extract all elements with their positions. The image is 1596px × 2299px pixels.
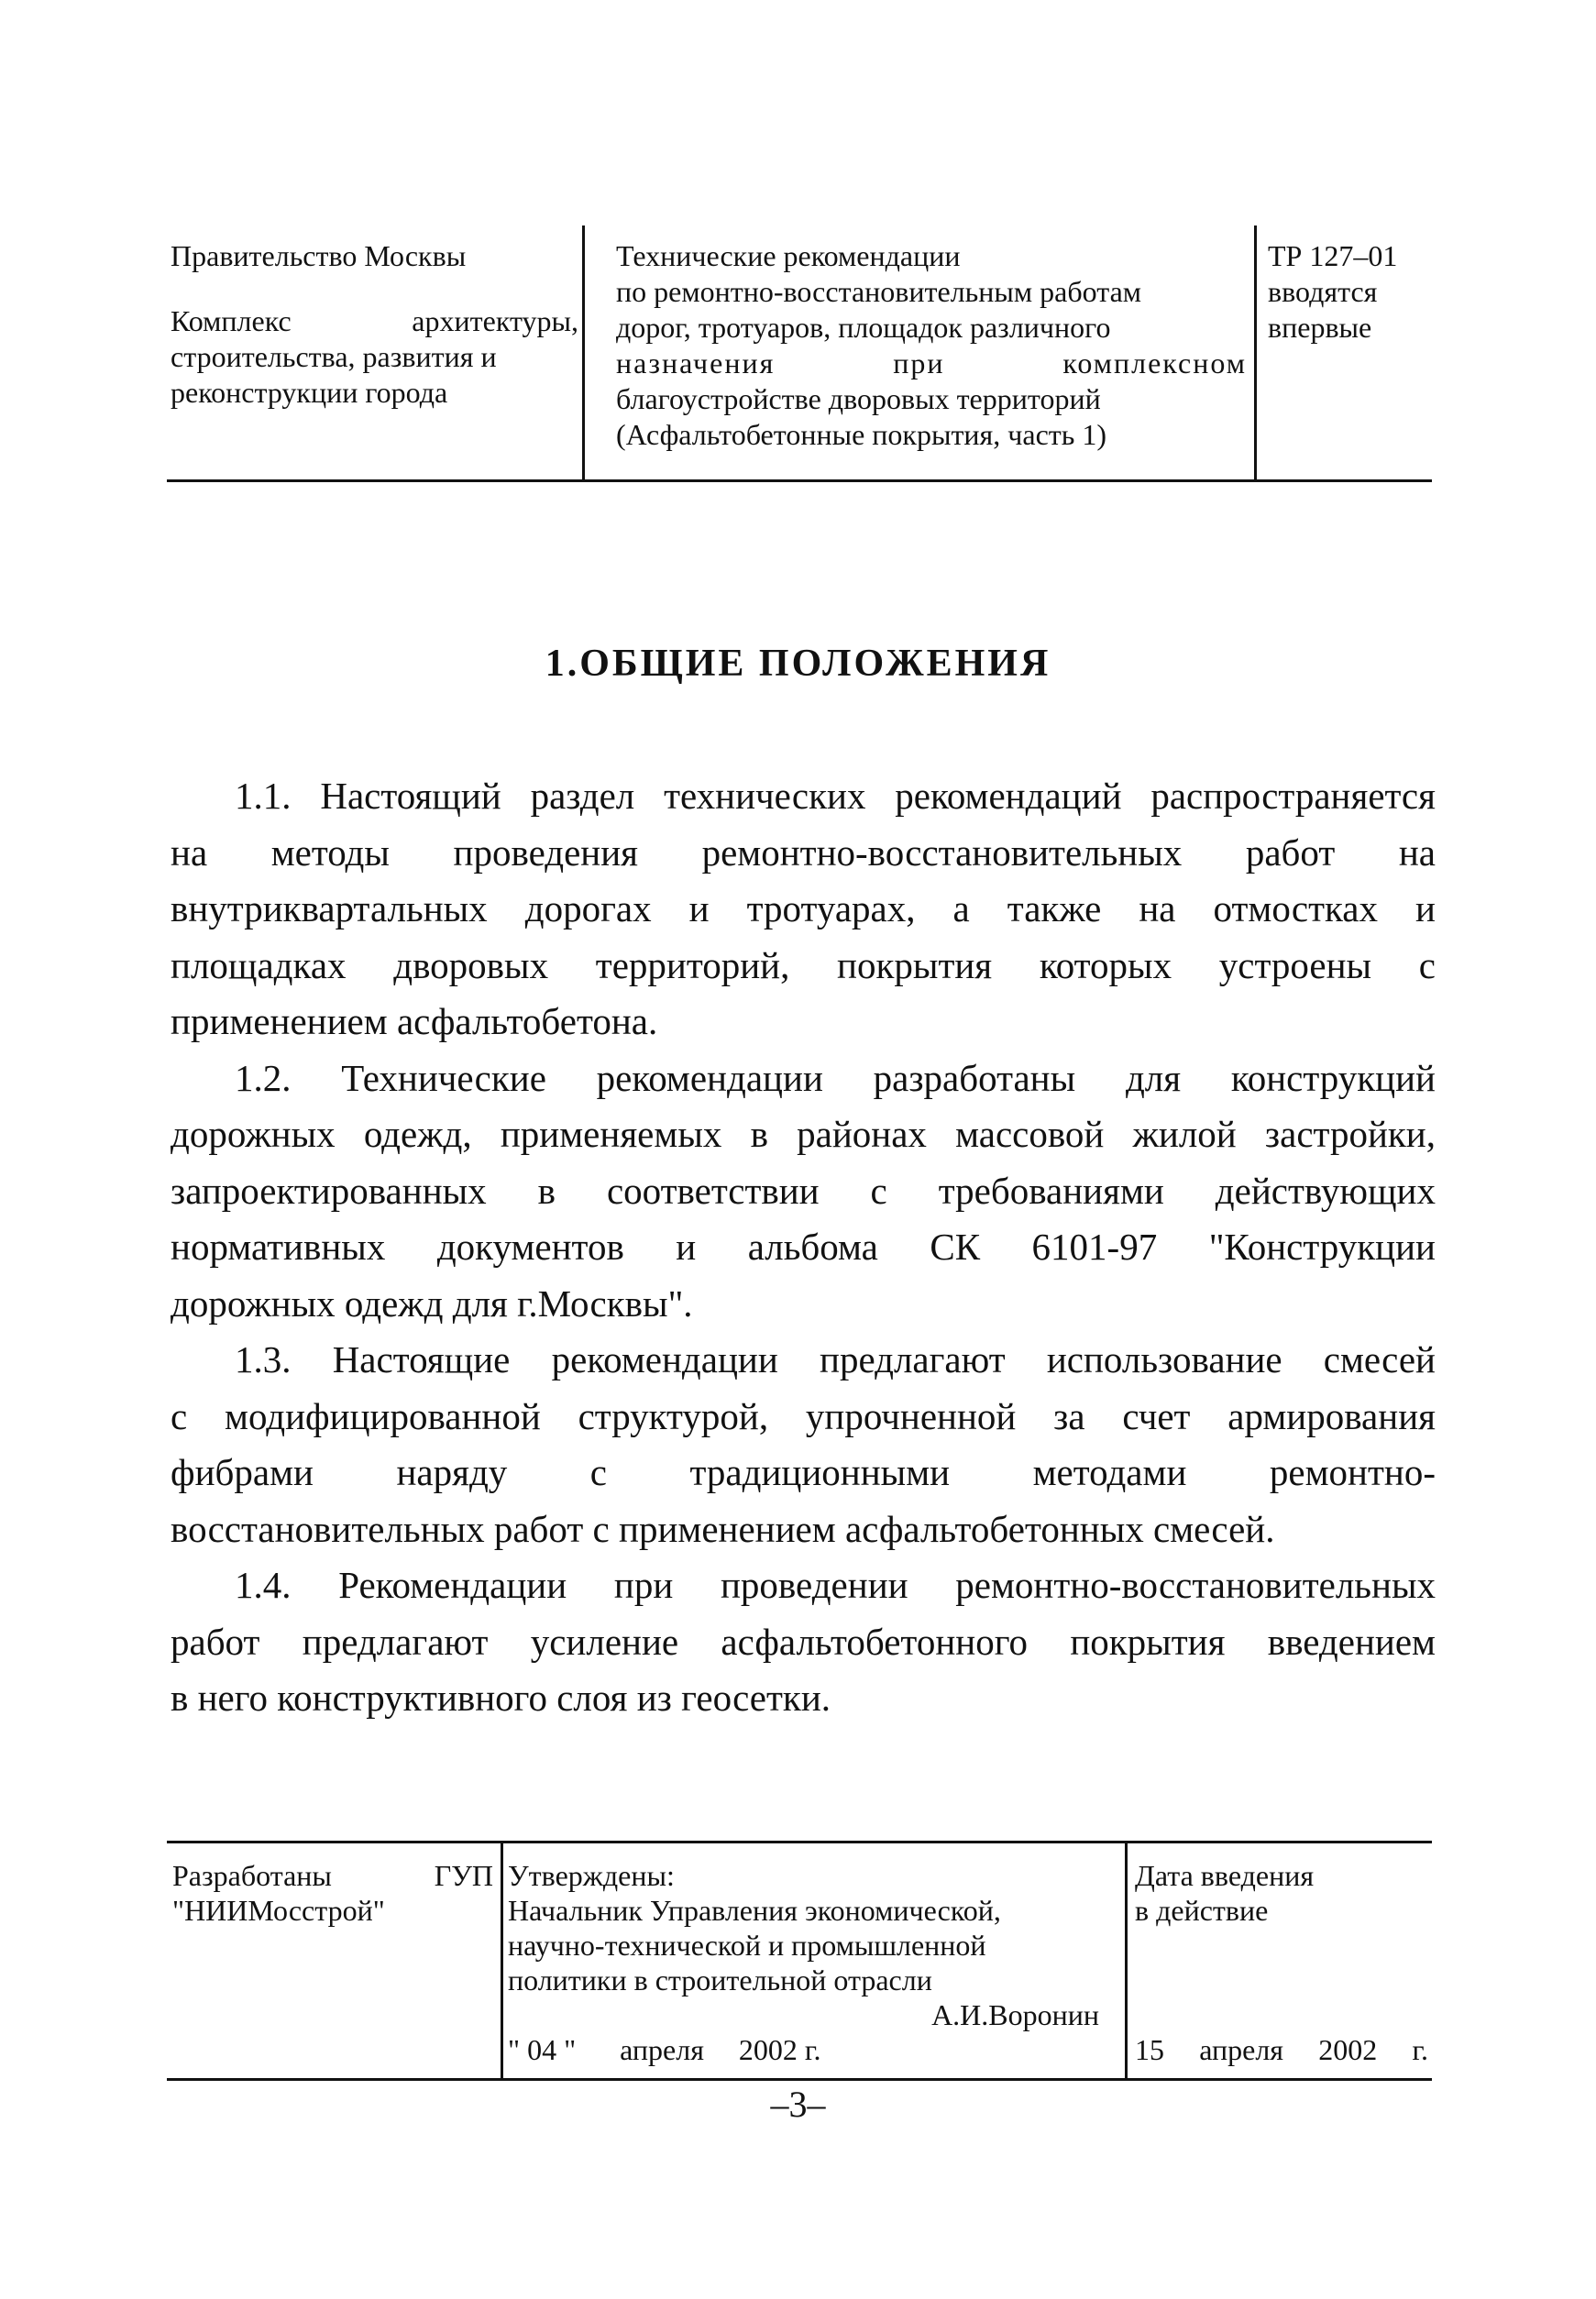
header-authority [171, 238, 578, 411]
header-table [167, 226, 1432, 482]
header-title-line: по ремонтно-восстановительным работам [616, 275, 1142, 308]
effective-day-month: 15 апреля [1135, 2033, 1284, 2066]
header-status-line: впервые [1268, 311, 1372, 344]
footer-approval [508, 1858, 1099, 2067]
footer-approval-line: Начальник Управления экономической, [508, 1894, 1001, 1927]
approval-month: апреля [620, 2033, 704, 2066]
paragraph-2-line: нормативных документов и альбома СК 6101-97 "Конструкции [171, 1226, 1436, 1268]
footer-effective-line: в действие [1135, 1894, 1269, 1927]
footer-effective-line: Дата введения [1135, 1859, 1315, 1892]
footer-table [167, 1841, 1432, 2081]
paragraph-3-line: восстановительных работ с применением асфальтобетонных смесей. [171, 1507, 1275, 1550]
header-document-code [1268, 238, 1433, 346]
paragraph-2-line: дорожных одежд для г.Москвы". [171, 1282, 693, 1325]
header-divider-1 [582, 226, 585, 482]
header-document-title [616, 238, 1247, 453]
footer-developer-line: "НИИМосстрой" [172, 1894, 385, 1927]
header-authority-line: Комплекс архитектуры, [171, 304, 578, 337]
paragraph-3-line: 1.3. Настоящие рекомендации предлагают использование смесей [235, 1338, 1436, 1380]
footer-approval-line: научно-технической и промышленной [508, 1929, 986, 1962]
header-title-line: благоустройстве дворовых территорий [616, 382, 1101, 415]
paragraph-2-line: 1.2. Технические рекомендации разработаны для конструкций [235, 1056, 1436, 1099]
paragraph-3-line: с модифицированной структурой, упрочненной за счет армирования [171, 1394, 1436, 1437]
paragraph-2-line: запроектированных в соответствии с требованиями действующих [171, 1169, 1436, 1212]
header-authority-line: строительства, развития и [171, 340, 497, 373]
header-title-line: назначения при комплексном [616, 346, 1247, 380]
paragraph-3-line: фибрами наряду с традиционными методами ремонтно- [171, 1451, 1436, 1493]
header-title-line: Технические рекомендации [616, 239, 961, 272]
paragraph-1-line: внутриквартальных дорогах и тротуарах, а также на отмостках и [171, 887, 1436, 930]
paragraph-1-line: площадках дворовых территорий, покрытия которых устроены с [171, 943, 1436, 986]
header-status-line: вводятся [1268, 275, 1378, 308]
header-title-line: дорог, тротуаров, площадок различного [616, 311, 1111, 344]
page-number: –3– [770, 2084, 826, 2125]
footer-approval-line: Утверждены: [508, 1859, 675, 1892]
footer-signatory: А.И.Воронин [931, 1998, 1099, 2031]
paragraph-2-line: дорожных одежд, применяемых в районах массовой жилой застройки, [171, 1113, 1436, 1155]
paragraph-4-line: 1.4. Рекомендации при проведении ремонтно-восстановительных [235, 1564, 1436, 1606]
approval-day: " 04 " [508, 2033, 577, 2066]
effective-date [1135, 2032, 1428, 2067]
footer-developer [172, 1858, 493, 1928]
section-title: 1.ОБЩИЕ ПОЛОЖЕНИЯ [545, 643, 1051, 685]
paragraph-1-line: на методы проведения ремонтно-восстановительных работ на [171, 830, 1436, 874]
footer-approval-line: политики в строительной отрасли [508, 1964, 932, 1996]
paragraph-1-line: применением асфальтобетона. [171, 1000, 658, 1042]
footer-approval-date [508, 2032, 1099, 2067]
footer-divider-2 [1125, 1843, 1128, 2078]
header-authority-line: Правительство Москвы [171, 239, 467, 272]
paragraph-4-line: в него конструктивного слоя из геосетки. [171, 1677, 831, 1719]
effective-year: 2002 г. [1318, 2033, 1429, 2066]
document-code: ТР 127–01 [1268, 239, 1398, 272]
header-bottom-rule [167, 479, 1432, 482]
footer-developer-line: Разработаны ГУП [172, 1859, 493, 1892]
paragraph-4-line: работ предлагают усиление асфальтобетонного покрытия введением [171, 1620, 1436, 1663]
approval-year: 2002 г. [738, 2033, 821, 2066]
header-divider-2 [1254, 226, 1257, 482]
header-authority-line: реконструкции города [171, 376, 448, 409]
body-text [171, 768, 1436, 1727]
paragraph-1-line: 1.1. Настоящий раздел технических рекомендаций распространяется [235, 775, 1436, 817]
footer-divider-1 [501, 1843, 503, 2078]
footer-effective-date [1135, 1858, 1428, 2067]
header-title-line: (Асфальтобетонные покрытия, часть 1) [616, 418, 1106, 451]
